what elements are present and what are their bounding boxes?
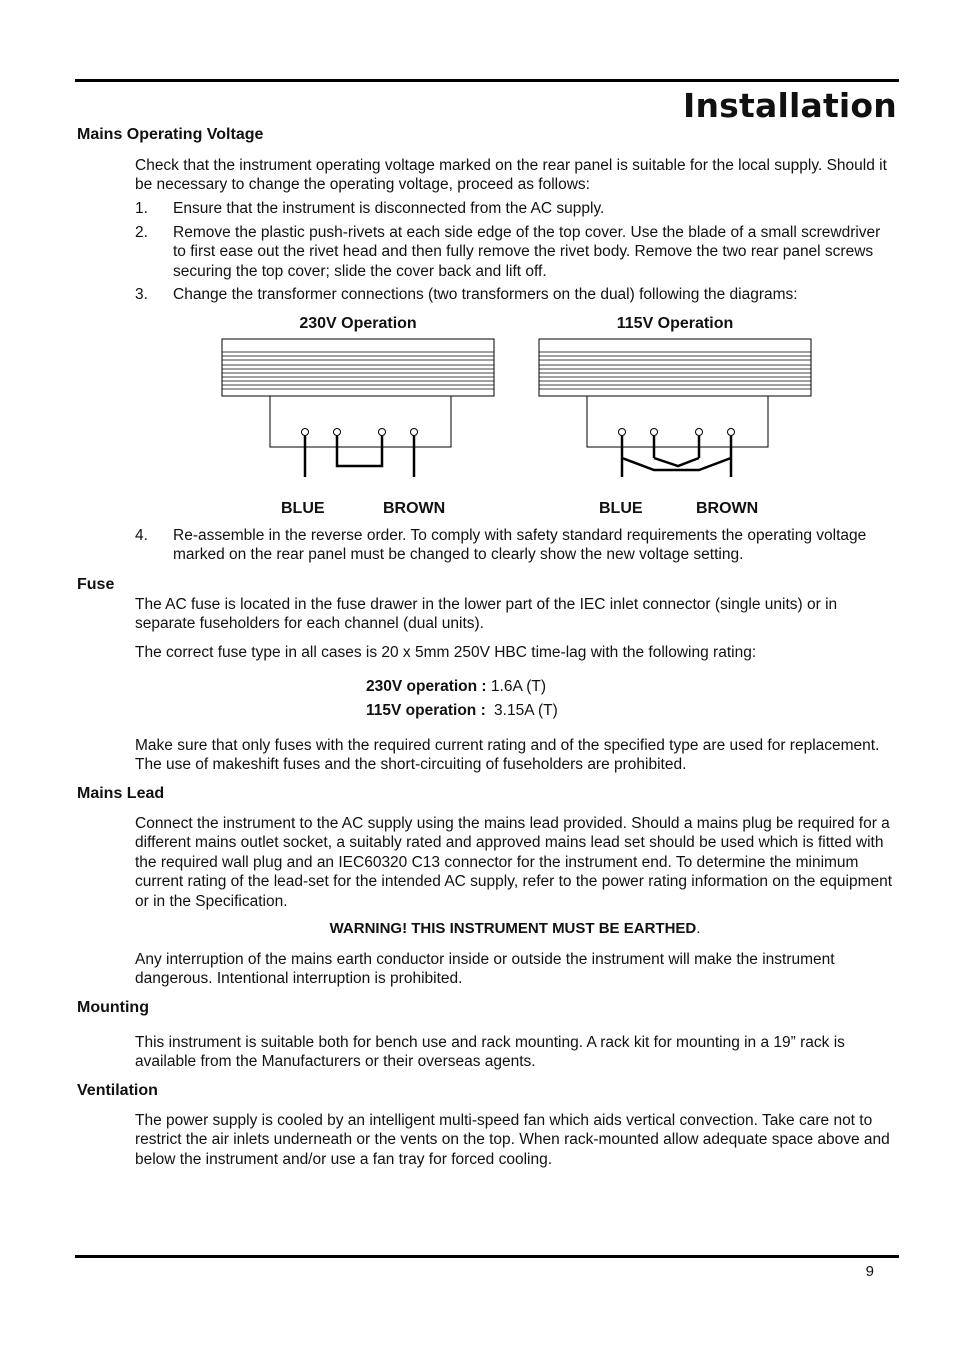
page-title: Installation [683,86,897,125]
list-text: Remove the plastic push-rivets at each side edge of the top cover. Use the blade of a small screwdriver to first ease out the rivet head and then fully remove the rivet body. Remove the two rear panel screws securing the top cover; slide the cover back and lift off. [173,224,881,280]
heading-fuse: Fuse [77,576,115,593]
fuse-rating-230v [366,678,546,696]
bottom-rule [75,1255,899,1258]
page-number: 9 [865,1263,874,1280]
transformer-115v-drawing [538,312,828,522]
ventilation-paragraph: The power supply is cooled by an intelligent multi-speed fan which aids vertical convection. Take care not to restrict the air inlets underneath or the vents on the top. When rack-mounted allow adequate space above and below the instrument and/or use a fan tray for forced cooling. [135,1112,890,1168]
list-text: Change the transformer connections (two transformers on the dual) following the diagrams: [173,286,798,303]
list-number: 1. [135,200,148,217]
mounting-paragraph: This instrument is suitable both for bench use and rack mounting. A rack kit for mounting in a 19” rack is available from the Manufacturers or their overseas agents. [135,1034,845,1071]
top-rule [75,79,899,82]
list-number: 2. [135,224,148,241]
earth-warning [135,920,895,937]
fuse-paragraph-2: The correct fuse type in all cases is 20 x 5mm 250V HBC time-lag with the following rating: [135,644,757,661]
transformer-230v-drawing [221,312,511,522]
fuse-paragraph-3: Make sure that only fuses with the required current rating and of the specified type are used for replacement. The use of makeshift fuses and the short-circuiting of fuseholders are prohibited. [135,737,880,774]
diagram-title: 115V Operation [616,315,734,332]
fuse-rating-label: 230V operation : [366,678,487,695]
mains-lead-paragraph-2: Any interruption of the mains earth conductor inside or outside the instrument will make the instrument dangerous. Intentional interruption is prohibited. [135,951,835,988]
mains-lead-paragraph-1: Connect the instrument to the AC supply using the mains lead provided. Should a mains plug be required for a different mains outlet socket, a suitably rated and approved mains lead set should be used which is fitted with the required wall plug and an IEC60320 C13 connector for the instrument end. To determine the minimum current rating of the lead-set for the intended AC supply, refer to the power rating information on the equipment or in the Specification. [135,815,893,910]
earth-warning-period: . [696,920,701,937]
wire-label-brown-230v: BROWN [383,500,446,517]
heading-ventilation: Ventilation [77,1082,158,1099]
heading-mounting: Mounting [77,999,149,1016]
list-number: 4. [135,527,148,544]
fuse-paragraph-1: The AC fuse is located in the fuse drawer in the lower part of the IEC inlet connector (single units) or in separate fuseholders for each channel (dual units). [135,596,838,633]
diagram-title: 230V Operation [299,315,417,332]
wire-label-blue-115v: BLUE [599,500,643,517]
wire-label-brown-115v: BROWN [696,500,759,517]
mains-voltage-intro: Check that the instrument operating voltage marked on the rear panel is suitable for the local supply. Should it be necessary to change the operating voltage, proceed as follows: [135,157,887,194]
fuse-rating-value: 3.15A (T) [494,702,558,719]
diagram-230v [221,312,511,522]
list-number: 3. [135,286,148,303]
fuse-rating-value: 1.6A (T) [490,678,547,695]
diagram-115v [538,312,828,522]
fuse-rating-115v [366,702,558,720]
list-text: Ensure that the instrument is disconnected from the AC supply. [173,200,605,217]
fuse-rating-label: 115V operation : [366,702,486,719]
heading-mains-voltage: Mains Operating Voltage [77,126,264,143]
heading-mains-lead: Mains Lead [77,785,165,802]
list-text: Re-assemble in the reverse order. To comply with safety standard requirements the operating voltage marked on the rear panel must be changed to clearly show the new voltage setting. [173,527,867,564]
earth-warning-text: WARNING! THIS INSTRUMENT MUST BE EARTHED [329,920,697,937]
wire-label-blue-230v: BLUE [281,500,325,517]
